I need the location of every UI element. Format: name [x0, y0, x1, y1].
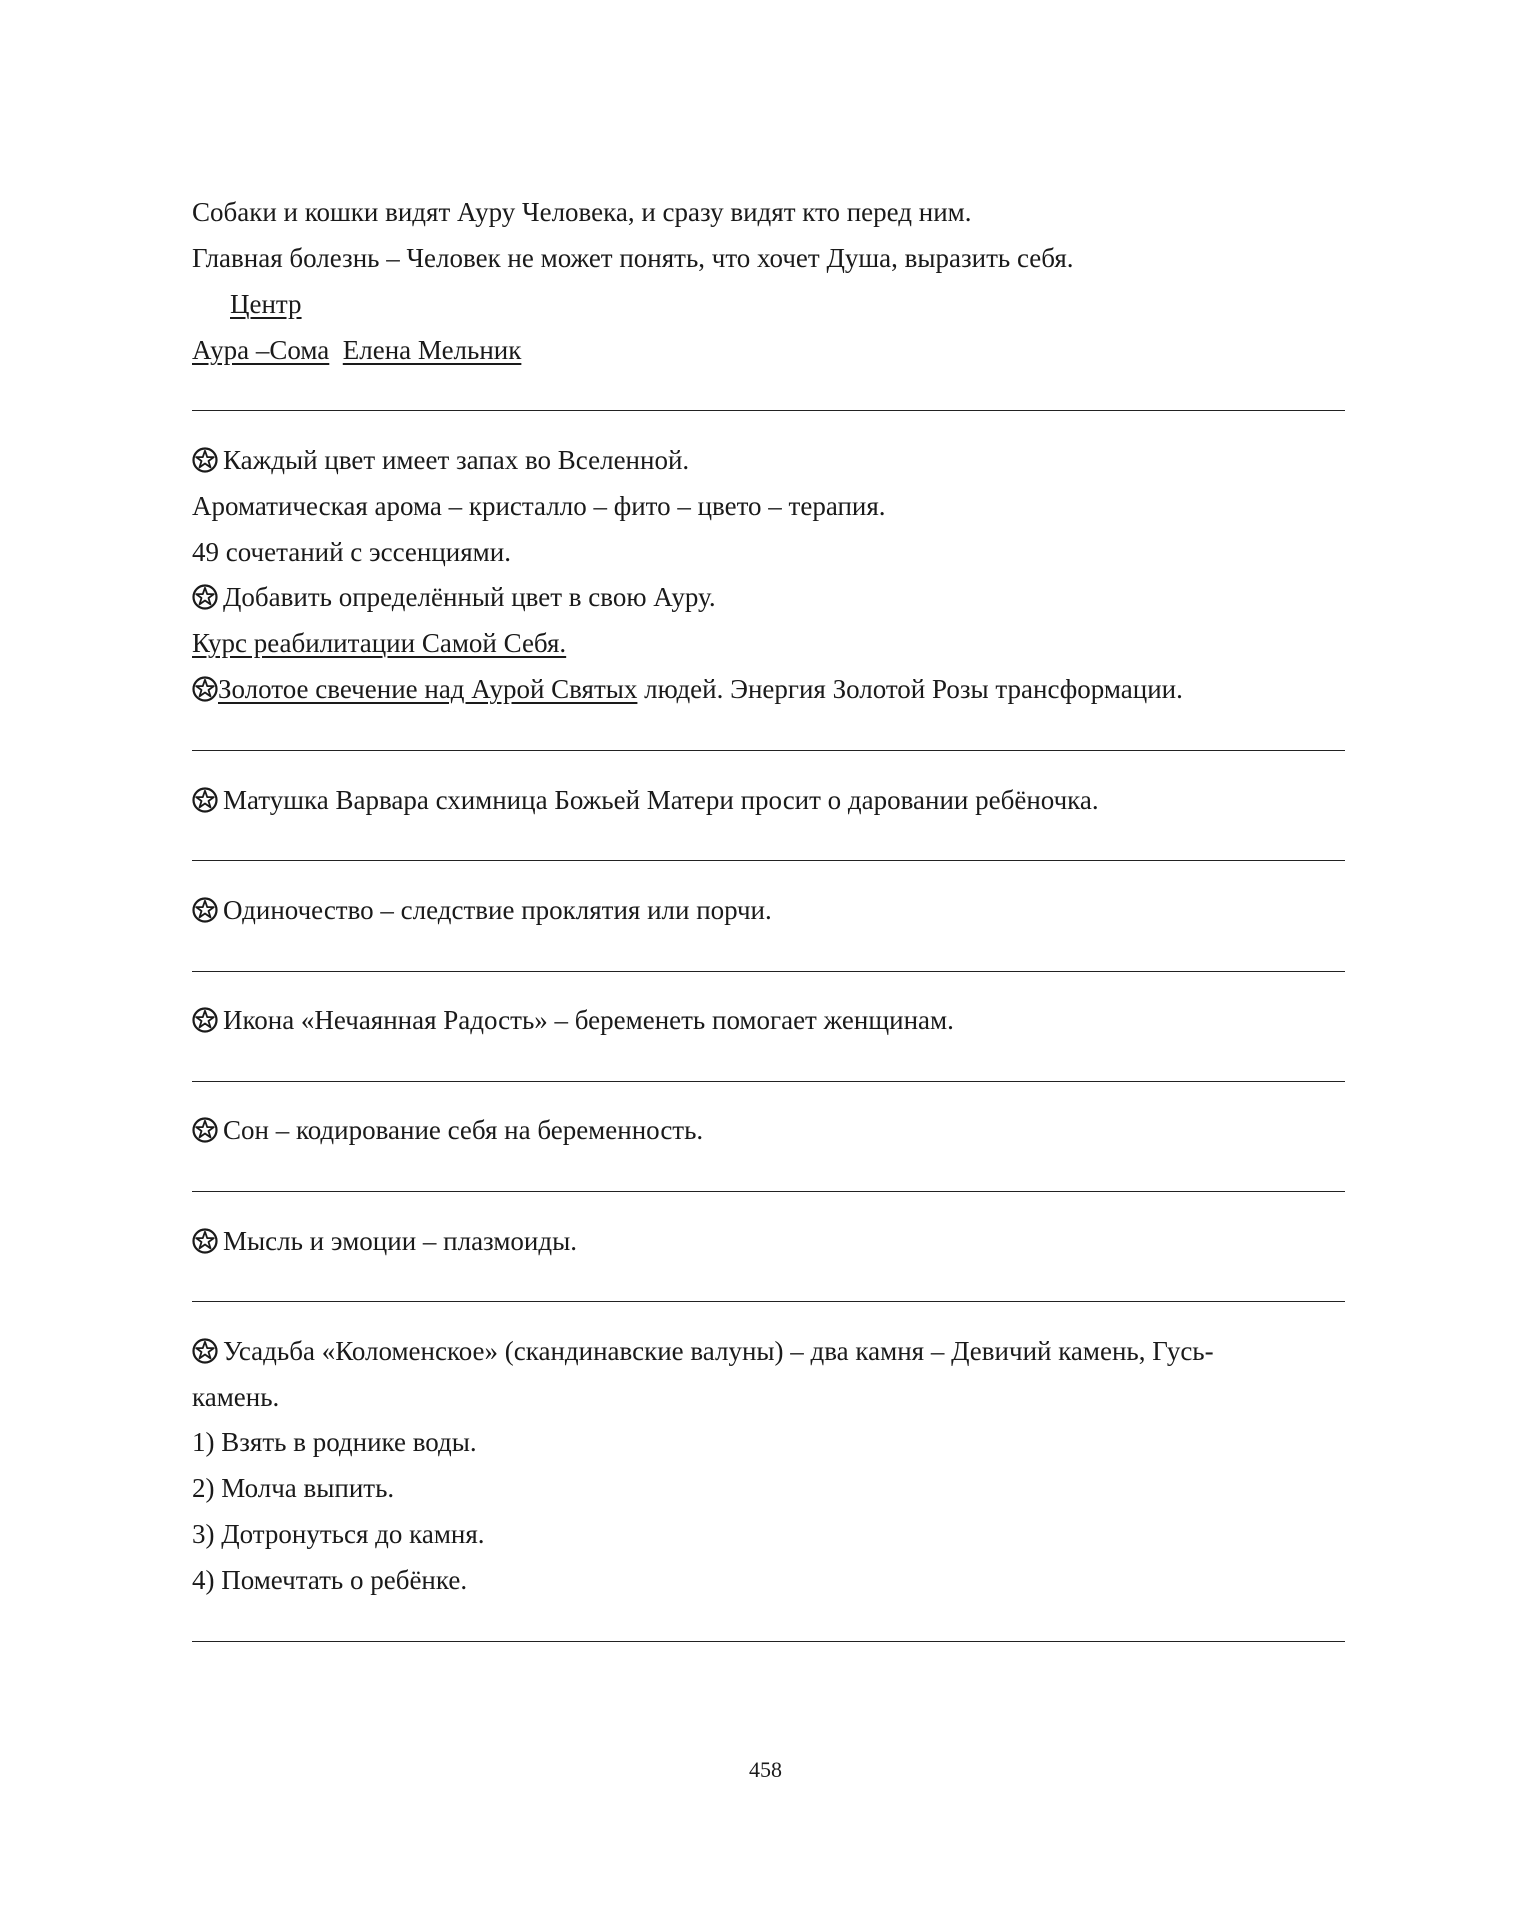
bullet-line: Сон – кодирование себя на беременность. — [192, 1113, 1352, 1147]
star-in-circle-icon — [192, 584, 218, 610]
link-elena-melnik[interactable]: Елена Мельник — [342, 335, 522, 365]
link-line — [192, 333, 1352, 367]
bullet-line: Усадьба «Коломенское» (скандинавские валуны) – два камня – Девичий камень, Гусь- — [192, 1334, 1352, 1368]
divider-rule — [192, 750, 1345, 751]
star-in-circle-icon — [192, 447, 218, 473]
divider-rule — [192, 1641, 1345, 1642]
star-in-circle-icon — [192, 676, 218, 702]
divider-rule — [192, 1301, 1345, 1302]
star-in-circle-icon — [192, 1117, 218, 1143]
divider-rule — [192, 860, 1345, 861]
divider-rule — [192, 1191, 1345, 1192]
page-number: 458 — [749, 1757, 782, 1782]
star-in-circle-icon — [192, 1338, 218, 1364]
text-line: Ароматическая арома – кристалло – фито – цвето – терапия. — [192, 491, 886, 521]
divider-rule — [192, 410, 1345, 411]
bullet-line: Золотое свечение над Аурой Святых людей. Энергия Золотой Розы трансформации. — [192, 672, 1352, 706]
bullet-line: Матушка Варвара схимница Божьей Матери просит о даровании ребёночка. — [192, 783, 1352, 817]
divider-rule — [192, 1081, 1345, 1082]
bullet-line: Добавить определённый цвет в свою Ауру. — [192, 580, 1352, 614]
star-in-circle-icon — [192, 897, 218, 923]
star-in-circle-icon — [192, 1007, 218, 1033]
numbered-step: 4) Помечтать о ребёнке. — [192, 1565, 468, 1595]
numbered-step: 1) Взять в роднике воды. — [192, 1427, 477, 1457]
numbered-step: 3) Дотронуться до камня. — [192, 1519, 485, 1549]
bullet-line: Каждый цвет имеет запах во Вселенной. — [192, 443, 1352, 477]
star-in-circle-icon — [192, 1228, 218, 1254]
link-golden-glow[interactable]: Золотое свечение над Аурой Святых — [218, 674, 638, 704]
link-rehab-course[interactable]: Курс реабилитации Самой Себя. — [192, 628, 567, 658]
star-in-circle-icon — [192, 787, 218, 813]
text-line: камень. — [192, 1382, 280, 1412]
bullet-line: Икона «Нечаянная Радость» – беременеть помогает женщинам. — [192, 1003, 1352, 1037]
text-line: 49 сочетаний с эссенциями. — [192, 537, 511, 567]
link-centr[interactable]: Центр — [230, 289, 302, 319]
bullet-line: Мысль и эмоции – плазмоиды. — [192, 1224, 1352, 1258]
bullet-line: Одиночество – следствие проклятия или порчи. — [192, 893, 1352, 927]
text-line: Собаки и кошки видят Ауру Человека, и сразу видят кто перед ним. — [192, 197, 972, 227]
text-line: Главная болезнь – Человек не может понять, что хочет Душа, выразить себя. — [192, 243, 1074, 273]
numbered-step: 2) Молча выпить. — [192, 1473, 395, 1503]
divider-rule — [192, 971, 1345, 972]
link-aura-soma[interactable]: Аура –Сома — [192, 335, 330, 365]
